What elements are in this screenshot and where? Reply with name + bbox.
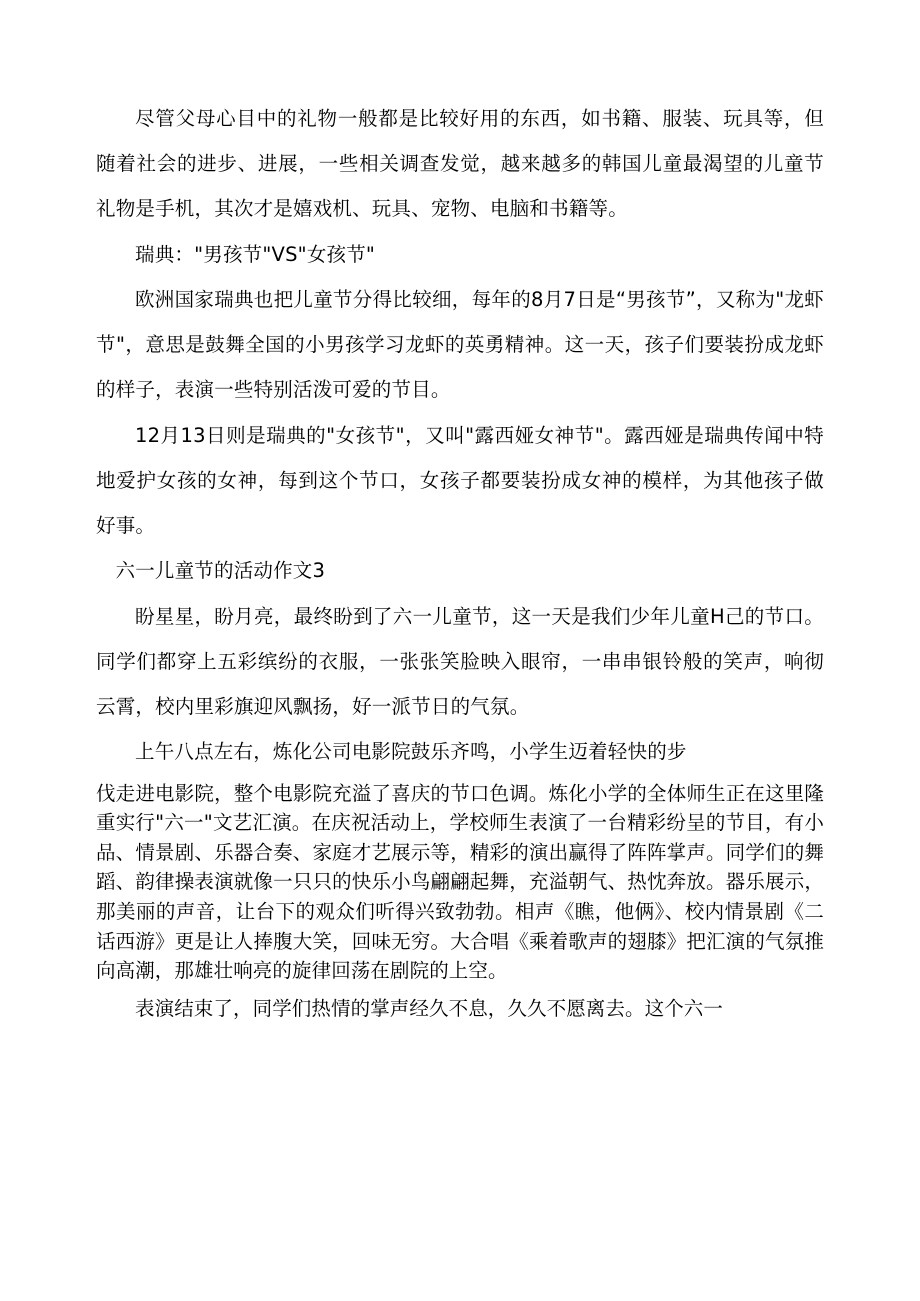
paragraph-performance-details: 伐走进电影院，整个电影院充溢了喜庆的节口色调。炼化小学的全体师生正在这里隆重实行"六一"文艺汇演。在庆祝活动上，学校师生表演了一台精彩纷呈的节目，有小品、情景剧、乐器合奏、家庭才艺展示等，精彩的演出赢得了阵阵掌声。同学们的舞蹈、韵律操表演就像一只只的快乐小鸟翩翩起舞，充溢朝气、热忱奔放。器乐展示，那美丽的声音，让台下的观众们听得兴致勃勃。相声《瞧，他俩》、校内情景剧《二话西游》更是让人捧腹大笑，回味无穷。大合唱《乘着歌声的翅膝》把汇演的气氛推向高潮，那雄壮响亮的旋律回荡在剧院的上空。 [96, 781, 824, 983]
paragraph-closing: 表演结束了，同学们热情的掌声经久不息，久久不愿离去。这个六一 [135, 996, 724, 1020]
paragraph-gifts-korea: 尽管父母心目中的礼物一般都是比较好用的东西，如书籍、服装、玩具等，但随着社会的进步、进展，一些相关调查发觉，越来越多的韩国儿童最渴望的儿童节礼物是手机，其次才是嬉戏机、玩具、宠物、电脑和书籍等。 [96, 107, 824, 221]
paragraph-sweden-girls-day: 12月13日则是瑞典的"女孩节"，又叫"露西娅女神节"。露西娅是瑞典传闻中特地爱护女孩的女神，每到这个节口，女孩子都要装扮成女神的模样，为其他孩子做好事。 [96, 423, 824, 538]
paragraph-sweden-heading: 瑞典："男孩节"VS"女孩节" [135, 242, 376, 266]
paragraph-childrens-day-opening: 盼星星，盼月亮，最终盼到了六一儿童节，这一天是我们少年儿童H己的节口。同学们都穿上五彩缤纷的衣服，一张张笑脸映入眼帘，一串串银铃般的笑声，响彻云霄，校内里彩旗迎风飘扬，好一派节日的气氛。 [96, 604, 824, 719]
paragraph-spacer-2 [96, 986, 824, 994]
paragraph-sweden-boys-day: 欧洲国家瑞典也把儿童节分得比较细，每年的8月7日是“男孩节”，又称为"龙虾节"，意思是鼓舞全国的小男孩学习龙虾的英勇精神。这一天，孩子们要装扮成龙虾的样子，表演一些特别活泼可爱的节目。 [96, 287, 824, 402]
paragraph-morning-cinema: 上午八点左右，炼化公司电影院鼓乐齐鸣，小学生迈着轻快的步 [135, 740, 687, 764]
document-body [96, 96, 824, 1024]
section-heading-essay-3: 六一儿童节的活动作文3 [115, 559, 326, 583]
